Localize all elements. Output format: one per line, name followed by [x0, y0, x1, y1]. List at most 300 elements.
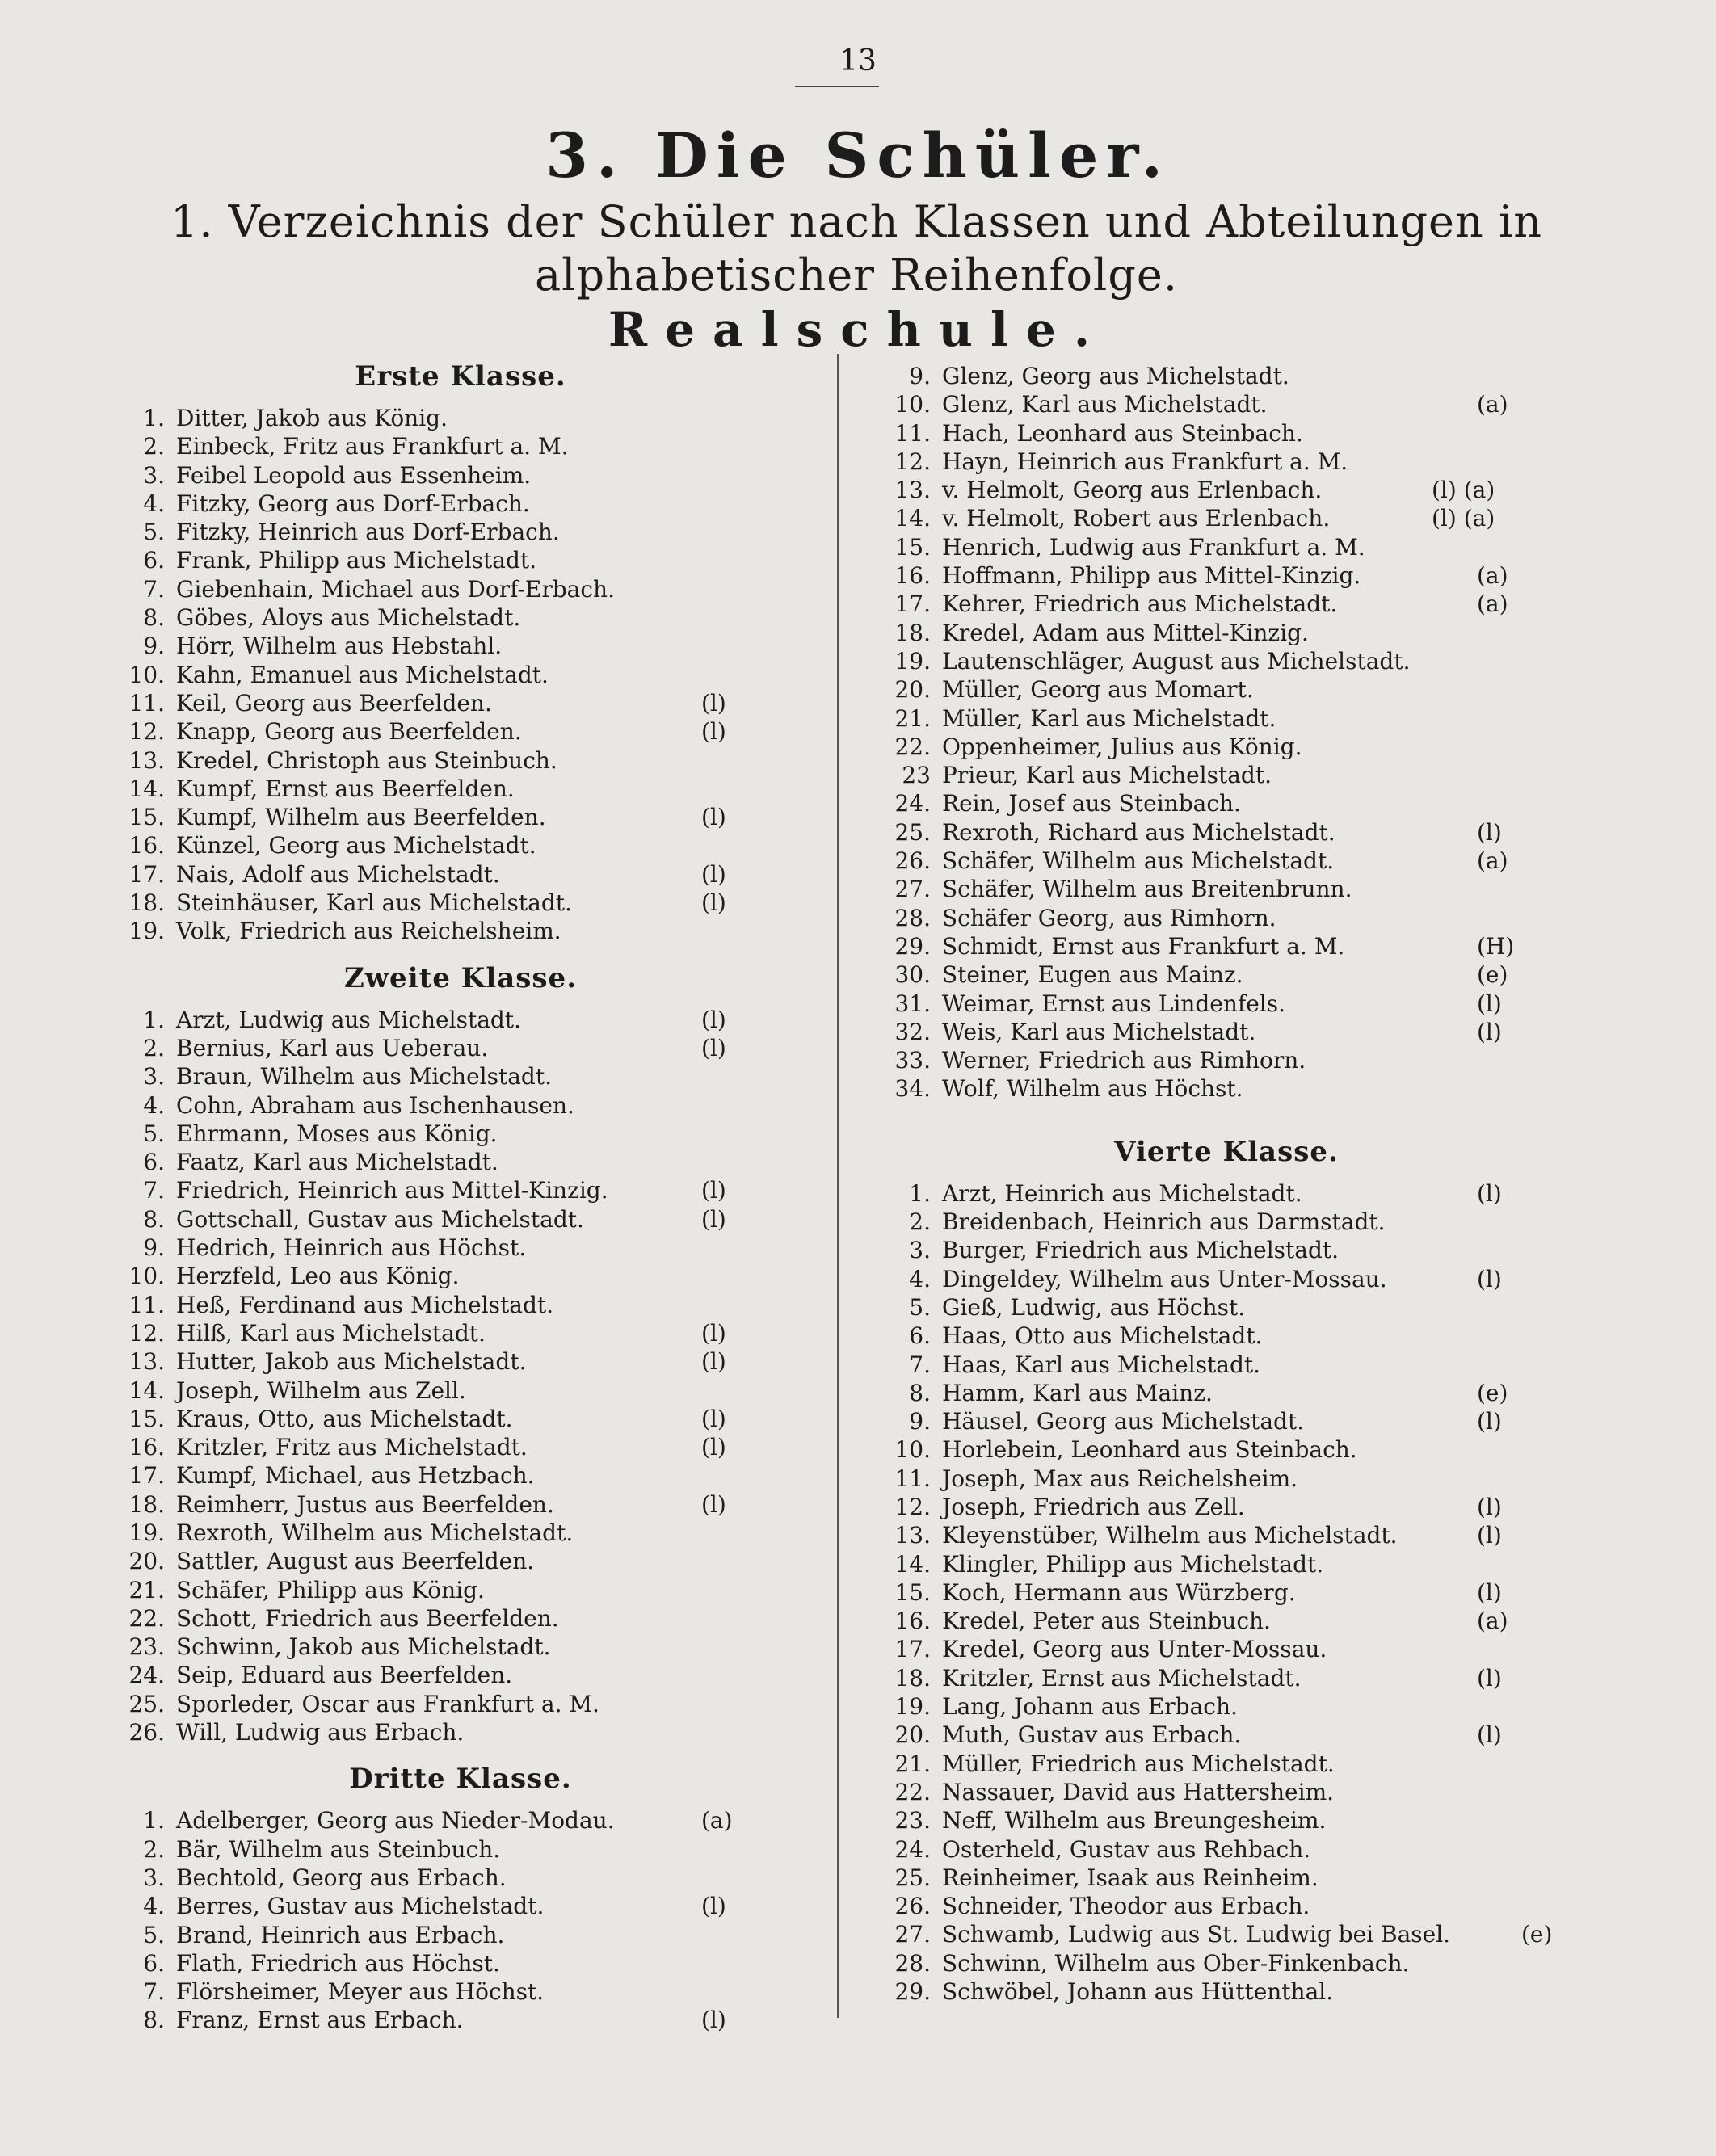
class-list-erste [113, 404, 808, 946]
student-name: v. Helmolt, Georg aus Erlenbach. [942, 477, 1323, 504]
student-entry [879, 1778, 1574, 1806]
student-mark: (a) [1477, 590, 1508, 618]
student-number: 23 [902, 762, 931, 789]
student-number: 16. [894, 1608, 931, 1635]
student-name: Kritzler, Ernst aus Michelstadt. [942, 1664, 1302, 1692]
student-number: 11. [894, 1465, 931, 1492]
student-number: 3. [143, 1063, 165, 1091]
student-number: 22. [894, 733, 931, 760]
student-entry [879, 704, 1574, 733]
student-entry [113, 1120, 808, 1148]
student-number: 21. [894, 1750, 931, 1777]
student-name: Kleyenstüber, Wilhelm aus Michelstadt. [942, 1522, 1398, 1549]
student-mark: (l) [1477, 1522, 1502, 1549]
student-entry [113, 518, 808, 546]
student-number: 18. [128, 889, 165, 917]
student-entry [879, 1465, 1574, 1493]
student-number: 23. [128, 1633, 165, 1661]
student-entry [113, 575, 808, 603]
student-name: Müller, Georg aus Momart. [942, 676, 1254, 704]
student-entry [879, 533, 1574, 561]
student-mark: (l) [701, 1405, 726, 1432]
student-entry [879, 1236, 1574, 1264]
student-number: 17. [128, 1462, 165, 1490]
student-entry [113, 1892, 808, 1920]
student-number: 21. [128, 1576, 165, 1603]
student-entry [113, 404, 808, 432]
student-number: 26. [894, 847, 931, 875]
student-name: Weimar, Ernst aus Lindenfels. [942, 990, 1286, 1017]
student-entry [879, 1265, 1574, 1293]
student-number: 6. [909, 1322, 931, 1350]
student-name: Schäfer Georg, aus Rimhorn. [942, 904, 1276, 931]
student-mark: (l) [1477, 990, 1502, 1017]
student-mark: (a) [701, 1807, 733, 1834]
student-name: Klingler, Philipp aus Michelstadt. [942, 1550, 1324, 1578]
student-number: 12. [894, 448, 931, 475]
student-entry [113, 860, 808, 889]
student-name: Gottschall, Gustav aus Michelstadt. [176, 1205, 584, 1233]
student-entry [879, 789, 1574, 817]
student-number: 3. [909, 1237, 931, 1264]
student-entry [879, 1493, 1574, 1521]
student-number: 11. [128, 689, 165, 717]
student-name: Hutter, Jakob aus Michelstadt. [176, 1348, 527, 1376]
student-name: Schäfer, Wilhelm aus Michelstadt. [942, 847, 1335, 875]
student-name: Haas, Karl aus Michelstadt. [942, 1351, 1261, 1378]
student-entry [113, 1806, 808, 1834]
student-entry [113, 1091, 808, 1120]
student-entry [879, 1835, 1574, 1864]
student-entry [879, 875, 1574, 903]
student-mark: (l) [1477, 1265, 1502, 1292]
student-name: Einbeck, Fritz aus Frankfurt a. M. [176, 433, 569, 460]
student-number: 8. [143, 2007, 165, 2034]
student-name: Volk, Friedrich aus Reichelsheim. [176, 918, 561, 945]
student-name: Glenz, Georg aus Michelstadt. [942, 363, 1289, 389]
student-entry [879, 1920, 1574, 1948]
student-name: Schäfer, Philipp aus König. [176, 1576, 485, 1603]
student-mark: (a) [1477, 847, 1508, 875]
student-entry [113, 1921, 808, 1949]
school-heading: Realschule. [608, 302, 1108, 357]
student-entry [113, 1319, 808, 1347]
student-name: Bechtold, Georg aus Erbach. [176, 1864, 507, 1891]
student-entry [879, 362, 1574, 390]
student-number: 6. [143, 1149, 165, 1176]
student-name: Kredel, Christoph aus Steinbuch. [176, 746, 557, 774]
student-number: 14. [894, 505, 931, 532]
student-number: 8. [909, 1379, 931, 1406]
student-mark: (l) [701, 1893, 726, 1920]
student-entry [113, 1949, 808, 1977]
student-entry [113, 1576, 808, 1604]
student-entry [113, 1433, 808, 1461]
student-entry [879, 590, 1574, 618]
class-list-dritte-part2 [879, 362, 1574, 1103]
student-name: Prieur, Karl aus Michelstadt. [942, 762, 1272, 789]
student-name: Breidenbach, Heinrich aus Darmstadt. [942, 1208, 1386, 1236]
student-name: Wolf, Wilhelm aus Höchst. [942, 1075, 1243, 1103]
student-entry [879, 733, 1574, 761]
column-divider [837, 354, 839, 2018]
student-number: 2. [143, 1835, 165, 1863]
student-name: Friedrich, Heinrich aus Mittel-Kinzig. [176, 1177, 608, 1204]
student-number: 5. [143, 1120, 165, 1147]
student-number: 15. [894, 533, 931, 561]
student-name: Hayn, Heinrich aus Frankfurt a. M. [942, 448, 1348, 475]
student-entry [113, 2006, 808, 2034]
student-entry [879, 1435, 1574, 1464]
student-number: 9. [143, 1234, 165, 1262]
student-mark: (l) [701, 1034, 726, 1061]
student-mark: (l) [701, 1348, 726, 1376]
student-number: 7. [143, 1978, 165, 2006]
student-mark: (l) [701, 1490, 726, 1518]
student-entry [879, 1664, 1574, 1692]
student-entry [113, 831, 808, 859]
student-entry [113, 1461, 808, 1490]
student-mark: (l) [701, 860, 726, 888]
student-number: 18. [128, 1490, 165, 1518]
class-heading-erste: Erste Klasse. [355, 360, 566, 393]
student-mark: (l) [1477, 1408, 1502, 1435]
student-mark: (l) [701, 1434, 726, 1461]
student-number: 7. [143, 575, 165, 603]
student-name: Nais, Adolf aus Michelstadt. [176, 860, 500, 888]
student-number: 14. [128, 775, 165, 802]
student-entry [113, 1262, 808, 1290]
student-number: 9. [909, 363, 931, 389]
student-number: 12. [128, 1319, 165, 1347]
student-entry [113, 661, 808, 689]
student-name: Bernius, Karl aus Ueberau. [176, 1034, 489, 1061]
student-mark: (e) [1477, 961, 1508, 989]
student-name: Braun, Wilhelm aus Michelstadt. [176, 1063, 552, 1091]
student-number: 1. [143, 1006, 165, 1033]
student-entry [879, 1046, 1574, 1074]
student-name: Arzt, Ludwig aus Michelstadt. [176, 1006, 521, 1033]
student-entry [113, 1234, 808, 1262]
student-entry [113, 1291, 808, 1319]
student-name: Burger, Friedrich aus Michelstadt. [942, 1237, 1340, 1264]
student-name: Gieß, Ludwig, aus Höchst. [942, 1293, 1246, 1321]
student-number: 26. [894, 1893, 931, 1920]
student-name: Adelberger, Georg aus Nieder-Modau. [176, 1807, 615, 1834]
student-entry [879, 1806, 1574, 1834]
student-entry [879, 1578, 1574, 1607]
student-mark: (l) [1477, 1493, 1502, 1520]
student-name: Nassauer, David aus Hattersheim. [942, 1778, 1335, 1805]
student-mark: (l) [1477, 1664, 1502, 1692]
student-entry [113, 1376, 808, 1405]
student-entry [879, 1692, 1574, 1721]
student-number: 29. [894, 932, 931, 960]
student-entry [113, 1205, 808, 1234]
student-number: 13. [894, 1522, 931, 1549]
student-name: Schwamb, Ludwig aus St. Ludwig bei Basel. [942, 1921, 1451, 1948]
student-mark: (e) [1477, 1379, 1508, 1406]
student-number: 13. [128, 746, 165, 774]
student-entry [113, 490, 808, 518]
student-number: 10. [894, 391, 931, 418]
student-entry [879, 1179, 1574, 1208]
student-name: Schwinn, Wilhelm aus Ober-Finkenbach. [942, 1949, 1410, 1977]
student-number: 29. [894, 1978, 931, 2006]
student-number: 8. [143, 1205, 165, 1233]
student-entry [113, 717, 808, 746]
student-number: 14. [128, 1376, 165, 1404]
student-number: 25. [894, 1864, 931, 1891]
student-entry [879, 1322, 1574, 1350]
student-entry [113, 775, 808, 803]
student-number: 15. [894, 1578, 931, 1606]
student-number: 33. [894, 1047, 931, 1074]
student-number: 25. [894, 818, 931, 846]
student-mark: (l) [701, 804, 726, 831]
student-number: 7. [909, 1351, 931, 1378]
student-name: Osterheld, Gustav aus Rehbach. [942, 1835, 1311, 1863]
student-name: Kritzler, Fritz aus Michelstadt. [176, 1434, 528, 1461]
student-entry [113, 603, 808, 632]
student-name: Rein, Josef aus Steinbach. [942, 790, 1241, 817]
student-entry [879, 419, 1574, 448]
student-entry [879, 1521, 1574, 1549]
student-name: Kredel, Adam aus Mittel-Kinzig. [942, 619, 1309, 646]
student-entry [879, 390, 1574, 418]
student-entry [113, 1490, 808, 1519]
student-number: 11. [894, 419, 931, 447]
student-number: 6. [143, 547, 165, 574]
student-name: Horlebein, Leonhard aus Steinbach. [942, 1436, 1357, 1464]
student-entry [879, 818, 1574, 847]
student-entry [113, 1547, 808, 1575]
student-name: Reimherr, Justus aus Beerfelden. [176, 1490, 554, 1518]
student-entry [113, 1661, 808, 1689]
student-number: 20. [128, 1548, 165, 1575]
student-number: 2. [143, 1034, 165, 1061]
student-number: 24. [128, 1662, 165, 1689]
student-entry [879, 1074, 1574, 1103]
student-entry [879, 960, 1574, 989]
student-mark: (e) [1521, 1921, 1553, 1948]
student-number: 16. [128, 832, 165, 859]
student-name: Joseph, Friedrich aus Zell. [942, 1493, 1245, 1520]
student-number: 19. [128, 918, 165, 945]
student-entry [879, 1635, 1574, 1663]
student-name: Kehrer, Friedrich aus Michelstadt. [942, 590, 1338, 618]
student-entry [879, 647, 1574, 675]
student-number: 15. [128, 804, 165, 831]
student-name: Giebenhain, Michael aus Dorf-Erbach. [176, 575, 615, 603]
student-name: Flörsheimer, Meyer aus Höchst. [176, 1978, 545, 2006]
student-name: Schwöbel, Johann aus Hüttenthal. [942, 1978, 1334, 2006]
student-name: Werner, Friedrich aus Rimhorn. [942, 1047, 1306, 1074]
student-number: 30. [894, 961, 931, 989]
student-name: Göbes, Aloys aus Michelstadt. [176, 604, 521, 632]
student-name: Neff, Wilhelm aus Breungesheim. [942, 1807, 1327, 1834]
student-entry [113, 1864, 808, 1892]
student-number: 23. [894, 1807, 931, 1834]
class-heading-zweite: Zweite Klasse. [343, 961, 578, 994]
student-entry [113, 546, 808, 574]
student-name: Schmidt, Ernst aus Frankfurt a. M. [942, 932, 1345, 960]
student-name: Arzt, Heinrich aus Michelstadt. [942, 1179, 1302, 1207]
student-name: Oppenheimer, Julius aus König. [942, 733, 1302, 760]
student-mark: (l) [701, 889, 726, 917]
student-name: Kumpf, Michael, aus Hetzbach. [176, 1462, 535, 1490]
student-number: 19. [894, 647, 931, 675]
class-list-vierte [879, 1179, 1574, 2007]
student-name: Kredel, Georg aus Unter-Mossau. [942, 1636, 1327, 1663]
student-entry [879, 1750, 1574, 1778]
student-entry [113, 1034, 808, 1062]
student-entry [879, 847, 1574, 875]
student-name: Weis, Karl aus Michelstadt. [942, 1018, 1256, 1045]
student-number: 6. [143, 1949, 165, 1977]
student-entry [113, 1718, 808, 1746]
student-entry [113, 1690, 808, 1718]
student-name: Glenz, Karl aus Michelstadt. [942, 391, 1268, 418]
student-name: Kumpf, Ernst aus Beerfelden. [176, 775, 515, 802]
student-name: Reinheimer, Isaak aus Reinheim. [942, 1864, 1319, 1891]
student-entry [879, 1977, 1574, 2006]
student-name: Henrich, Ludwig aus Frankfurt a. M. [942, 533, 1365, 561]
student-entry [113, 1604, 808, 1633]
student-name: Brand, Heinrich aus Erbach. [176, 1921, 505, 1948]
student-mark: (l) [701, 718, 726, 746]
student-name: Rexroth, Wilhelm aus Michelstadt. [176, 1519, 574, 1546]
student-number: 13. [128, 1348, 165, 1376]
student-number: 2. [143, 433, 165, 460]
student-name: Fitzky, Heinrich aus Dorf-Erbach. [176, 519, 560, 546]
student-name: Franz, Ernst aus Erbach. [176, 2007, 464, 2034]
student-number: 17. [128, 860, 165, 888]
student-entry [113, 689, 808, 717]
student-number: 32. [894, 1018, 931, 1045]
student-name: Cohn, Abraham aus Ischenhausen. [176, 1091, 574, 1119]
student-entry [879, 1379, 1574, 1407]
student-name: Müller, Karl aus Michelstadt. [942, 704, 1276, 732]
student-entry [879, 904, 1574, 932]
student-number: 22. [128, 1604, 165, 1632]
student-number: 17. [894, 1636, 931, 1663]
student-number: 14. [894, 1550, 931, 1578]
student-number: 5. [909, 1293, 931, 1321]
student-name: Faatz, Karl aus Michelstadt. [176, 1149, 498, 1176]
student-name: Knapp, Georg aus Beerfelden. [176, 718, 522, 746]
student-number: 24. [894, 790, 931, 817]
student-name: Hilß, Karl aus Michelstadt. [176, 1319, 486, 1347]
student-entry [113, 1405, 808, 1433]
student-name: Ehrmann, Moses aus König. [176, 1120, 498, 1147]
student-number: 4. [909, 1265, 931, 1292]
student-number: 18. [894, 1664, 931, 1692]
student-name: v. Helmolt, Robert aus Erlenbach. [942, 505, 1331, 532]
student-entry [879, 675, 1574, 704]
student-mark: (l) [701, 1006, 726, 1033]
page-number: 13 [839, 44, 877, 78]
student-number: 1. [143, 405, 165, 431]
list-subtitle: 1. Verzeichnis der Schüler nach Klassen und Abteilungen in alphabetischer Reihenfolge. [170, 196, 1543, 300]
student-number: 19. [128, 1519, 165, 1546]
student-mark: (l) [701, 1319, 726, 1347]
student-mark: (l) [1477, 1578, 1502, 1606]
student-number: 11. [128, 1291, 165, 1318]
student-number: 7. [143, 1177, 165, 1204]
student-number: 25. [128, 1690, 165, 1717]
student-name: Kraus, Otto, aus Michelstadt. [176, 1405, 513, 1432]
student-number: 1. [909, 1179, 931, 1207]
student-number: 16. [894, 562, 931, 590]
student-name: Will, Ludwig aus Erbach. [176, 1719, 465, 1746]
student-entry [113, 917, 808, 945]
student-entry [879, 504, 1574, 532]
student-entry [113, 889, 808, 917]
student-number: 31. [894, 990, 931, 1017]
student-mark: (l) [1477, 1179, 1502, 1207]
student-name: Joseph, Wilhelm aus Zell. [176, 1376, 466, 1404]
student-entry [879, 1721, 1574, 1749]
student-name: Dingeldey, Wilhelm aus Unter-Mossau. [942, 1265, 1387, 1292]
student-number: 27. [894, 876, 931, 903]
student-name: Joseph, Max aus Reichelsheim. [942, 1465, 1298, 1492]
student-number: 19. [894, 1693, 931, 1721]
student-name: Haas, Otto aus Michelstadt. [942, 1322, 1263, 1350]
student-entry [879, 1351, 1574, 1379]
student-entry [113, 1062, 808, 1091]
student-name: Herzfeld, Leo aus König. [176, 1263, 460, 1290]
student-mark: (l) (a) [1432, 505, 1495, 532]
student-number: 21. [894, 704, 931, 732]
student-number: 18. [894, 619, 931, 646]
student-number: 24. [894, 1835, 931, 1863]
student-mark: (l) [1477, 1721, 1502, 1749]
class-list-zweite [113, 1006, 808, 1747]
student-number: 5. [143, 1921, 165, 1948]
class-heading-vierte: Vierte Klasse. [1114, 1135, 1339, 1168]
student-name: Frank, Philipp aus Michelstadt. [176, 547, 537, 574]
student-entry [113, 1977, 808, 2006]
student-entry [879, 476, 1574, 504]
student-entry [879, 990, 1574, 1018]
student-number: 20. [894, 1721, 931, 1749]
student-number: 28. [894, 904, 931, 931]
student-entry [113, 1176, 808, 1204]
student-number: 12. [128, 718, 165, 746]
student-name: Rexroth, Richard aus Michelstadt. [942, 818, 1335, 846]
student-entry [113, 1006, 808, 1034]
student-entry [879, 932, 1574, 960]
student-name: Künzel, Georg aus Michelstadt. [176, 832, 536, 859]
student-name: Müller, Friedrich aus Michelstadt. [942, 1750, 1335, 1777]
student-name: Koch, Hermann aus Würzberg. [942, 1578, 1296, 1606]
student-name: Berres, Gustav aus Michelstadt. [176, 1893, 545, 1920]
student-entry [879, 1607, 1574, 1635]
student-name: Keil, Georg aus Beerfelden. [176, 689, 492, 717]
student-entry [113, 1347, 808, 1376]
student-name: Steinhäuser, Karl aus Michelstadt. [176, 889, 572, 917]
student-name: Muth, Gustav aus Erbach. [942, 1721, 1242, 1749]
student-entry [879, 619, 1574, 647]
student-number: 12. [894, 1493, 931, 1520]
student-name: Heß, Ferdinand aus Michelstadt. [176, 1291, 554, 1318]
student-entry [879, 1293, 1574, 1322]
student-name: Sattler, August aus Beerfelden. [176, 1548, 535, 1575]
class-heading-dritte: Dritte Klasse. [349, 1763, 572, 1796]
student-entry [113, 461, 808, 490]
student-number: 13. [894, 477, 931, 504]
